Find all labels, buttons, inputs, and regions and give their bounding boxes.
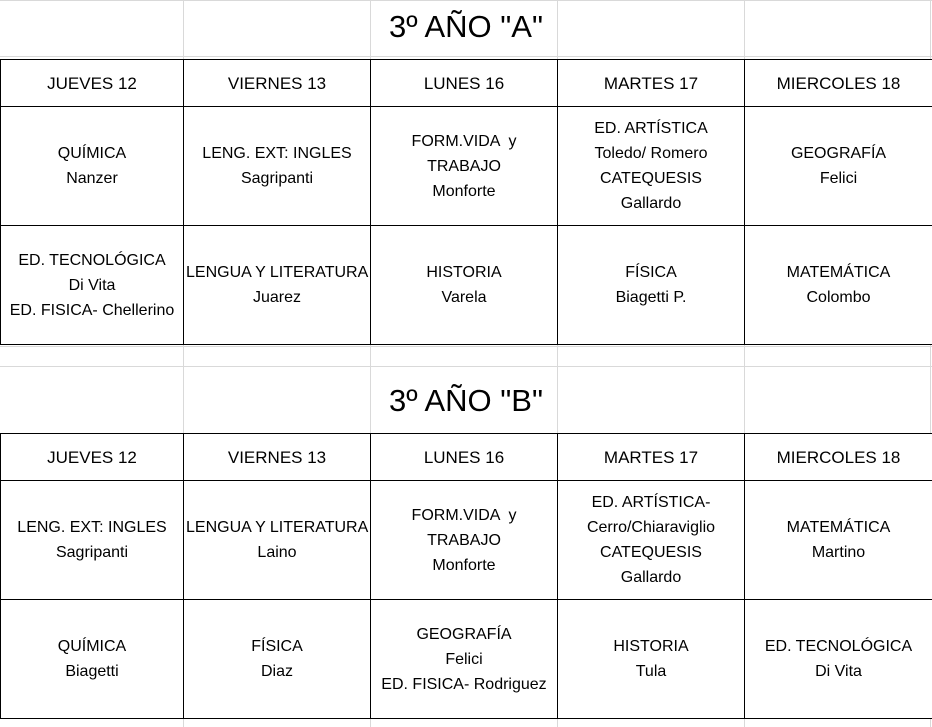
day-header[interactable]: JUEVES 12 [1,60,184,107]
subject-label: TRABAJO [427,531,501,549]
teacher-label: Biagetti [65,663,119,680]
teacher-label: Juarez [252,289,302,306]
schedule-cell[interactable] [184,481,371,600]
subject-label: CATEQUESIS [600,170,702,187]
schedule-cell[interactable] [558,107,745,226]
teacher-label: Toledo/ Romero [594,145,708,162]
schedule-table-b [0,433,932,719]
schedule-table-a [0,59,932,345]
subject-label: CATEQUESIS [600,544,702,561]
teacher-label: Cerro/Chiaraviglio [586,519,716,536]
teacher-label: Laino [257,544,297,561]
subject-label: ED. FISICA- Rodriguez [381,675,547,693]
schedule-cell[interactable] [558,226,745,345]
day-header[interactable]: MARTES 17 [558,60,745,107]
subject-label: ED. ARTÍSTICA- [591,494,711,511]
subject-label: FORM.VIDA y [411,132,517,150]
schedule-cell[interactable] [745,226,932,345]
teacher-label: Biagetti P. [615,289,687,306]
day-header[interactable]: JUEVES 12 [1,434,184,481]
subject-label: LENG. EXT: INGLES [17,519,167,536]
teacher-label: Nanzer [66,170,118,187]
day-header[interactable]: VIERNES 13 [184,60,371,107]
section-a-title: 3º AÑO "A" [389,9,543,44]
subject-label: HISTORIA [426,264,502,281]
subject-label: ED. FISICA- Chellerino [9,301,175,319]
teacher-label: Sagripanti [55,544,129,561]
subject-label: LENGUA Y LITERATURA [186,264,369,281]
day-header[interactable]: MIERCOLES 18 [745,60,932,107]
teacher-label: Martino [811,544,866,561]
schedule-cell[interactable] [558,481,745,600]
schedule-cell[interactable] [184,107,371,226]
subject-label: ED. TECNOLÓGICA [764,638,913,655]
schedule-cell[interactable] [1,600,184,719]
subject-label: ED. TECNOLÓGICA [18,251,166,269]
schedule-cell[interactable] [371,600,558,719]
schedule-cell[interactable] [745,600,932,719]
schedule-cell[interactable] [184,226,371,345]
day-header[interactable]: MARTES 17 [558,434,745,481]
schedule-cell[interactable] [371,481,558,600]
subject-label: FÍSICA [251,638,303,655]
subject-label: LENGUA Y LITERATURA [186,519,369,536]
schedule-cell[interactable] [184,600,371,719]
schedule-cell[interactable] [1,481,184,600]
teacher-label: Varela [441,289,487,306]
teacher-label: Tula [635,663,667,680]
day-header[interactable]: LUNES 16 [371,60,558,107]
subject-label: GEOGRAFÍA [416,625,512,643]
day-header[interactable]: VIERNES 13 [184,434,371,481]
teacher-label: Felici [445,650,483,668]
schedule-cell[interactable] [371,107,558,226]
teacher-label: Colombo [806,289,871,306]
subject-label: LENG. EXT: INGLES [202,145,352,162]
subject-label: FORM.VIDA y [411,506,517,524]
teacher-label: Di Vita [815,663,862,680]
teacher-label: Felici [819,170,858,187]
teacher-label: Gallardo [620,195,682,212]
subject-label: HISTORIA [613,638,689,655]
teacher-label: Gallardo [620,569,682,586]
day-header[interactable]: MIERCOLES 18 [745,434,932,481]
subject-label: MATEMÁTICA [786,264,891,281]
schedule-cell[interactable] [745,107,932,226]
subject-label: ED. ARTÍSTICA [594,120,708,137]
teacher-label: Diaz [260,663,293,680]
section-b-title: 3º AÑO "B" [389,383,543,418]
schedule-cell[interactable] [1,107,184,226]
teacher-label: Di Vita [68,276,116,294]
subject-label: FÍSICA [625,264,677,281]
subject-label: TRABAJO [427,157,501,175]
day-header[interactable]: LUNES 16 [371,434,558,481]
subject-label: QUÍMICA [57,145,127,162]
schedule-cell[interactable] [745,481,932,600]
subject-label: MATEMÁTICA [786,519,891,536]
schedule-cell[interactable] [371,226,558,345]
teacher-label: Monforte [432,182,496,200]
schedule-cell[interactable] [558,600,745,719]
teacher-label: Monforte [432,556,496,574]
subject-label: QUÍMICA [57,638,127,655]
schedule-cell[interactable] [1,226,184,345]
subject-label: GEOGRAFÍA [790,145,887,162]
teacher-label: Sagripanti [240,170,314,187]
